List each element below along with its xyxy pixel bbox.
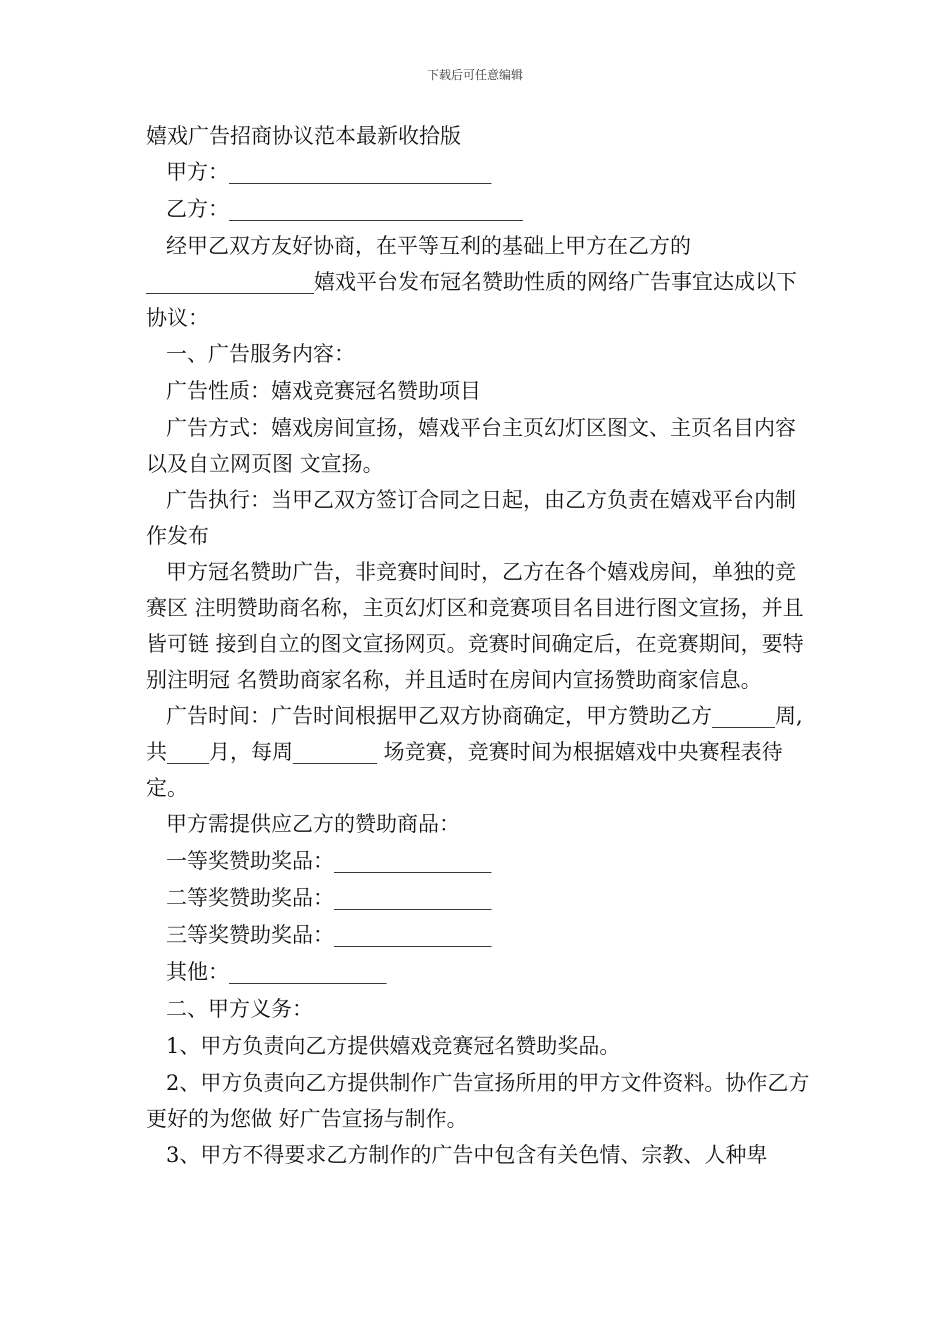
section-1-heading: 一、广告服务内容： bbox=[166, 342, 355, 366]
sponsor-goods-line: 甲方需提供应乙方的赞助商品： bbox=[166, 812, 460, 836]
ad-time-paragraph: 广告时间：广告时间根据甲乙双方协商确定，甲方赞助乙方______周,共____月，每周________ 场竞赛，竞赛时间为根据嬉戏中央赛程表待定。 bbox=[146, 704, 803, 800]
sponsorship-paragraph: 甲方冠名赞助广告，非竞赛时间时，乙方在各个嬉戏房间，单独的竞赛区 注明赞助商名称，主页幻灯区和竞赛项目名目进行图文宣扬，并且皆可链 接到自立的图文宣扬网页。竞赛时间确定后，在竞赛期间，要特别注明冠 名赞助商家名称，并且适时在房间内宣扬赞助商家信息。 bbox=[146, 560, 804, 692]
document-body bbox=[146, 118, 810, 1174]
third-prize-line: 三等奖赞助奖品：_______________ bbox=[166, 923, 492, 947]
obligation-3: 3、甲方不得要求乙方制作的广告中包含有关色情、宗教、人种卑 bbox=[166, 1143, 768, 1167]
other-line: 其他：_______________ bbox=[166, 960, 387, 984]
page-header: 下载后可任意编辑 bbox=[426, 68, 523, 82]
obligation-1: 1、甲方负责向乙方提供嬉戏竞赛冠名赞助奖品。 bbox=[166, 1034, 621, 1058]
second-prize-line: 二等奖赞助奖品：_______________ bbox=[166, 886, 492, 910]
document-title: 嬉戏广告招商协议范本最新收拾版 bbox=[146, 124, 461, 148]
first-prize-line: 一等奖赞助奖品：_______________ bbox=[166, 849, 492, 873]
party-a-line: 甲方：_________________________ bbox=[166, 160, 492, 184]
ad-method-paragraph: 广告方式：嬉戏房间宣扬，嬉戏平台主页幻灯区图文、主页名目内容以及自立网页图 文宣扬。 bbox=[146, 416, 796, 476]
ad-execution-paragraph: 广告执行：当甲乙双方签订合同之日起，由乙方负责在嬉戏平台内制作发布 bbox=[146, 488, 796, 548]
party-b-line: 乙方：____________________________ bbox=[166, 197, 523, 221]
ad-nature-line: 广告性质：嬉戏竞赛冠名赞助项目 bbox=[166, 379, 481, 403]
intro-paragraph: 经甲乙双方友好协商，在平等互利的基础上甲方在乙方的________________嬉戏平台发布冠名赞助性质的网络广告事宜达成以下协议： bbox=[146, 234, 797, 330]
section-2-heading: 二、甲方义务： bbox=[166, 997, 313, 1021]
obligation-2: 2、甲方负责向乙方提供制作广告宣扬所用的甲方文件资料。协作乙方更好的为您做 好广告宣扬与制作。 bbox=[146, 1071, 810, 1131]
